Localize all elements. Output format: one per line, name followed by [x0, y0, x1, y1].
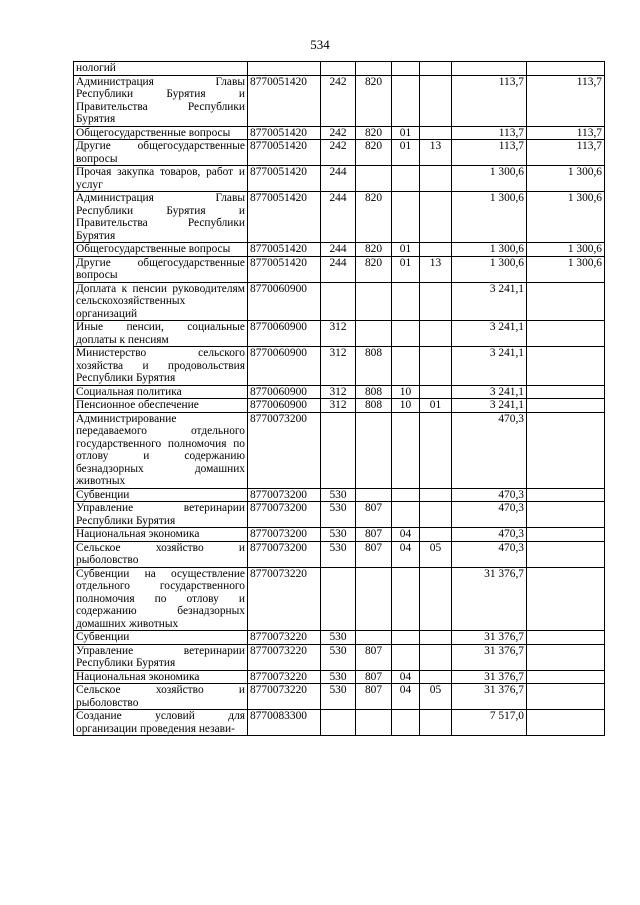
row-section — [392, 631, 420, 645]
row-expense-type: 242 — [321, 126, 356, 140]
row-code: 8770073200 — [248, 541, 321, 567]
row-expense-type: 244 — [321, 166, 356, 192]
row-expense-type: 244 — [321, 243, 356, 257]
table-row — [74, 528, 605, 542]
row-code: 8770060900 — [248, 399, 321, 413]
row-subsection: 13 — [420, 140, 452, 166]
row-expense-type: 530 — [321, 488, 356, 502]
row-name: Министерство сельского хозяйства и продовольствия Республики Бурятия — [74, 347, 248, 386]
row-code: 8770073200 — [248, 502, 321, 528]
row-expense-type: 312 — [321, 347, 356, 386]
row-code: 8770073200 — [248, 412, 321, 488]
row-section: 04 — [392, 670, 420, 684]
row-code: 8770060900 — [248, 347, 321, 386]
row-expense-type: 530 — [321, 528, 356, 542]
row-section — [392, 166, 420, 192]
row-name: Иные пенсии, социальные доплаты к пенсиям — [74, 321, 248, 347]
row-section — [392, 644, 420, 670]
row-department: 820 — [356, 126, 392, 140]
row-subsection — [420, 243, 452, 257]
row-expense-type: 530 — [321, 670, 356, 684]
row-department — [356, 321, 392, 347]
row-amount-1: 3 241,1 — [452, 399, 527, 413]
row-code: 8770051420 — [248, 140, 321, 166]
row-amount-2: 1 300,6 — [527, 166, 605, 192]
row-name: Администрация Главы Республики Бурятия и Правительства Республики Бурятия — [74, 75, 248, 126]
row-department: 808 — [356, 385, 392, 399]
row-subsection: 01 — [420, 399, 452, 413]
row-amount-2 — [527, 710, 605, 736]
row-expense-type — [321, 412, 356, 488]
row-name: Национальная экономика — [74, 670, 248, 684]
row-amount-2 — [527, 631, 605, 645]
table-row — [74, 321, 605, 347]
row-amount-1: 113,7 — [452, 126, 527, 140]
row-amount-1: 470,3 — [452, 412, 527, 488]
table-row — [74, 256, 605, 282]
row-amount-2 — [527, 282, 605, 321]
table-row — [74, 140, 605, 166]
row-section — [392, 710, 420, 736]
row-code: 8770051420 — [248, 75, 321, 126]
row-amount-2 — [527, 62, 605, 76]
row-department: 807 — [356, 684, 392, 710]
table-row — [74, 670, 605, 684]
row-section: 01 — [392, 243, 420, 257]
row-department: 807 — [356, 644, 392, 670]
table-row — [74, 502, 605, 528]
row-subsection — [420, 710, 452, 736]
row-amount-2: 113,7 — [527, 140, 605, 166]
row-expense-type: 242 — [321, 75, 356, 126]
row-expense-type: 530 — [321, 684, 356, 710]
table-row — [74, 75, 605, 126]
row-amount-2 — [527, 502, 605, 528]
row-department: 807 — [356, 502, 392, 528]
row-expense-type — [321, 710, 356, 736]
table-row — [74, 385, 605, 399]
row-section: 01 — [392, 140, 420, 166]
row-amount-1: 470,3 — [452, 502, 527, 528]
table-row — [74, 412, 605, 488]
row-department: 820 — [356, 243, 392, 257]
row-amount-2 — [527, 347, 605, 386]
row-subsection — [420, 166, 452, 192]
row-expense-type: 530 — [321, 631, 356, 645]
row-name: Администрация Главы Республики Бурятия и Правительства Республики Бурятия — [74, 192, 248, 243]
row-name: Доплата к пенсии руководителям сельскохозяйственных организаций — [74, 282, 248, 321]
row-section — [392, 62, 420, 76]
row-name: Общегосударственные вопросы — [74, 126, 248, 140]
row-expense-type: 530 — [321, 541, 356, 567]
table-row — [74, 488, 605, 502]
row-amount-2 — [527, 488, 605, 502]
row-expense-type — [321, 282, 356, 321]
row-section — [392, 502, 420, 528]
table-row — [74, 192, 605, 243]
row-expense-type: 312 — [321, 399, 356, 413]
row-expense-type: 530 — [321, 644, 356, 670]
row-section — [392, 282, 420, 321]
table-row — [74, 166, 605, 192]
row-section: 10 — [392, 385, 420, 399]
row-name: Субвенции на осуществление отдельного государственного полномочия по отлову и содержанию безнадзорных домашних животных — [74, 567, 248, 631]
row-amount-2 — [527, 321, 605, 347]
table-row — [74, 62, 605, 76]
row-section: 10 — [392, 399, 420, 413]
row-amount-1: 3 241,1 — [452, 321, 527, 347]
row-department — [356, 488, 392, 502]
row-subsection: 05 — [420, 541, 452, 567]
row-amount-2 — [527, 399, 605, 413]
row-section — [392, 488, 420, 502]
row-amount-1: 470,3 — [452, 541, 527, 567]
row-code: 8770073220 — [248, 684, 321, 710]
row-amount-2 — [527, 684, 605, 710]
row-department — [356, 62, 392, 76]
row-amount-1: 31 376,7 — [452, 631, 527, 645]
row-subsection — [420, 62, 452, 76]
row-amount-1: 113,7 — [452, 75, 527, 126]
row-amount-1 — [452, 62, 527, 76]
row-section — [392, 192, 420, 243]
row-name: Социальная политика — [74, 385, 248, 399]
table-row — [74, 347, 605, 386]
row-name: Общегосударственные вопросы — [74, 243, 248, 257]
row-subsection — [420, 282, 452, 321]
row-expense-type — [321, 62, 356, 76]
row-name: Национальная экономика — [74, 528, 248, 542]
row-amount-2 — [527, 567, 605, 631]
row-name: Другие общегосударственные вопросы — [74, 256, 248, 282]
row-amount-1: 1 300,6 — [452, 256, 527, 282]
row-name: Субвенции — [74, 488, 248, 502]
table-row — [74, 567, 605, 631]
row-department — [356, 710, 392, 736]
table-row — [74, 631, 605, 645]
row-amount-1: 31 376,7 — [452, 670, 527, 684]
row-subsection — [420, 347, 452, 386]
row-name: Сельское хозяйство и рыболовство — [74, 684, 248, 710]
row-code: 8770051420 — [248, 126, 321, 140]
page-number: 534 — [310, 37, 330, 52]
row-section — [392, 75, 420, 126]
row-amount-1: 1 300,6 — [452, 243, 527, 257]
row-amount-2 — [527, 528, 605, 542]
row-department: 807 — [356, 670, 392, 684]
row-expense-type: 244 — [321, 192, 356, 243]
row-code: 8770060900 — [248, 282, 321, 321]
row-subsection — [420, 567, 452, 631]
row-amount-2: 113,7 — [527, 126, 605, 140]
row-department: 820 — [356, 192, 392, 243]
row-subsection: 13 — [420, 256, 452, 282]
row-amount-1: 31 376,7 — [452, 567, 527, 631]
table-row — [74, 282, 605, 321]
row-expense-type: 530 — [321, 502, 356, 528]
row-amount-1: 3 241,1 — [452, 282, 527, 321]
row-expense-type — [321, 567, 356, 631]
row-section: 01 — [392, 256, 420, 282]
row-name: нологий — [74, 62, 248, 76]
row-amount-1: 470,3 — [452, 528, 527, 542]
row-name: Создание условий для организации проведения незави- — [74, 710, 248, 736]
row-section — [392, 321, 420, 347]
row-expense-type: 312 — [321, 321, 356, 347]
row-section — [392, 412, 420, 488]
row-code: 8770051420 — [248, 192, 321, 243]
row-amount-1: 1 300,6 — [452, 192, 527, 243]
row-department: 807 — [356, 528, 392, 542]
row-subsection — [420, 75, 452, 126]
row-code — [248, 62, 321, 76]
row-code: 8770073200 — [248, 528, 321, 542]
row-code: 8770051420 — [248, 256, 321, 282]
row-department — [356, 631, 392, 645]
row-expense-type: 312 — [321, 385, 356, 399]
table-row — [74, 243, 605, 257]
row-code: 8770073200 — [248, 488, 321, 502]
row-code: 8770073220 — [248, 670, 321, 684]
row-subsection — [420, 192, 452, 243]
row-code: 8770051420 — [248, 166, 321, 192]
row-subsection — [420, 385, 452, 399]
row-name: Субвенции — [74, 631, 248, 645]
row-section — [392, 347, 420, 386]
row-amount-2: 1 300,6 — [527, 256, 605, 282]
row-expense-type: 244 — [321, 256, 356, 282]
row-amount-1: 31 376,7 — [452, 684, 527, 710]
table-row — [74, 541, 605, 567]
row-subsection — [420, 488, 452, 502]
row-amount-2: 1 300,6 — [527, 243, 605, 257]
row-department — [356, 567, 392, 631]
row-section: 04 — [392, 684, 420, 710]
row-name: Другие общегосударственные вопросы — [74, 140, 248, 166]
row-code: 8770073220 — [248, 644, 321, 670]
row-amount-1: 3 241,1 — [452, 385, 527, 399]
row-name: Пенсионное обеспечение — [74, 399, 248, 413]
row-subsection — [420, 321, 452, 347]
row-department: 807 — [356, 541, 392, 567]
row-code: 8770073220 — [248, 631, 321, 645]
table-row — [74, 644, 605, 670]
row-amount-2 — [527, 412, 605, 488]
row-department — [356, 166, 392, 192]
row-subsection — [420, 670, 452, 684]
table-row — [74, 399, 605, 413]
row-subsection — [420, 528, 452, 542]
table-row — [74, 684, 605, 710]
row-department — [356, 282, 392, 321]
row-department: 808 — [356, 347, 392, 386]
row-name: Управление ветеринарии Республики Бурятия — [74, 502, 248, 528]
row-section: 04 — [392, 541, 420, 567]
budget-table — [73, 61, 605, 736]
row-name: Сельское хозяйство и рыболовство — [74, 541, 248, 567]
row-amount-2 — [527, 670, 605, 684]
row-subsection — [420, 126, 452, 140]
row-department: 808 — [356, 399, 392, 413]
row-name: Прочая закупка товаров, работ и услуг — [74, 166, 248, 192]
row-amount-2: 1 300,6 — [527, 192, 605, 243]
row-code: 8770083300 — [248, 710, 321, 736]
row-amount-2 — [527, 541, 605, 567]
row-subsection — [420, 644, 452, 670]
table-row — [74, 126, 605, 140]
row-department: 820 — [356, 256, 392, 282]
row-code: 8770060900 — [248, 385, 321, 399]
row-amount-1: 3 241,1 — [452, 347, 527, 386]
row-amount-2: 113,7 — [527, 75, 605, 126]
row-subsection — [420, 631, 452, 645]
row-expense-type: 242 — [321, 140, 356, 166]
row-amount-1: 470,3 — [452, 488, 527, 502]
row-code: 8770051420 — [248, 243, 321, 257]
row-amount-1: 1 300,6 — [452, 166, 527, 192]
row-amount-2 — [527, 385, 605, 399]
table-row — [74, 710, 605, 736]
row-subsection: 05 — [420, 684, 452, 710]
row-amount-2 — [527, 644, 605, 670]
row-subsection — [420, 502, 452, 528]
row-name: Администрирование передаваемого отдельного государственного полномочия по отлову и содержанию безнадзорных домашних животных — [74, 412, 248, 488]
row-amount-1: 7 517,0 — [452, 710, 527, 736]
row-amount-1: 31 376,7 — [452, 644, 527, 670]
row-code: 8770073220 — [248, 567, 321, 631]
row-department: 820 — [356, 75, 392, 126]
row-subsection — [420, 412, 452, 488]
row-department: 820 — [356, 140, 392, 166]
row-section: 01 — [392, 126, 420, 140]
row-section: 04 — [392, 528, 420, 542]
row-department — [356, 412, 392, 488]
row-code: 8770060900 — [248, 321, 321, 347]
row-name: Управление ветеринарии Республики Бурятия — [74, 644, 248, 670]
row-amount-1: 113,7 — [452, 140, 527, 166]
row-section — [392, 567, 420, 631]
